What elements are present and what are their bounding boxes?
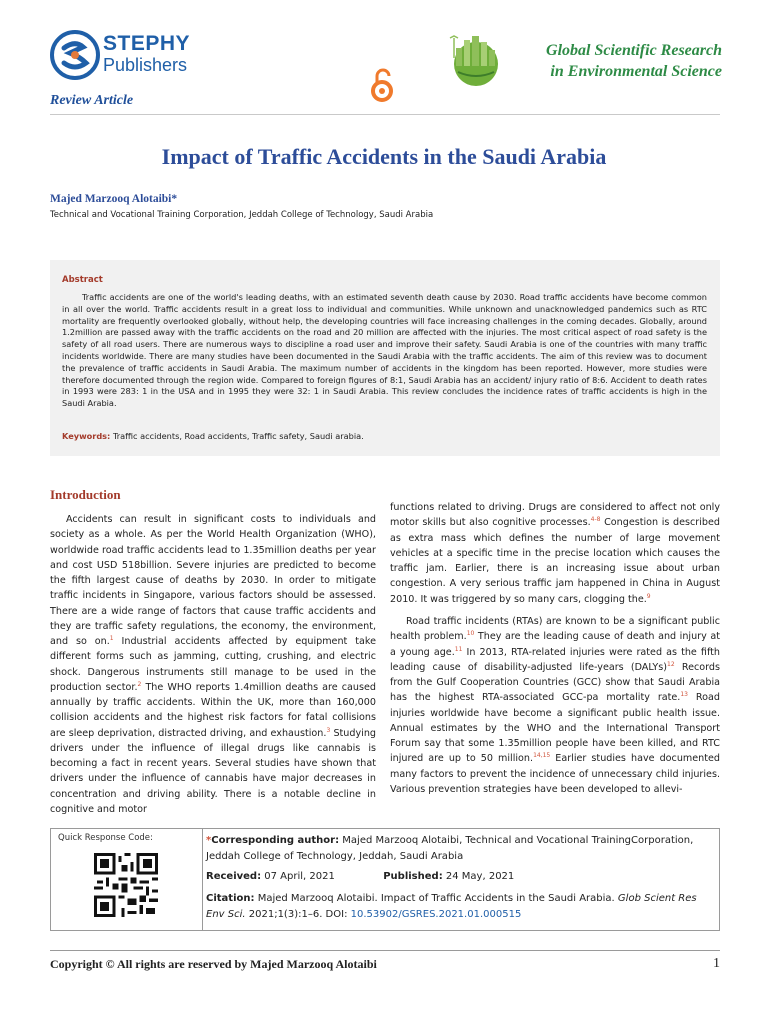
journal-title-line2: in Environmental Science <box>550 63 722 80</box>
dates-line <box>206 869 716 885</box>
doi-link[interactable]: 10.53902/GSRES.2021.01.000515 <box>350 909 522 920</box>
citation-ref[interactable]: 2 <box>137 680 142 688</box>
intro-column-right-top <box>390 500 720 607</box>
abstract-heading: Abstract <box>62 275 103 285</box>
publisher-name: STEPHY <box>103 32 191 55</box>
open-access-icon <box>370 68 394 102</box>
paragraph-text: Records from the Gulf Cooperation Countries (GCC) show that Saudi Arabia has the highest RTA-associated GCC-pa mortality rate. <box>390 661 721 704</box>
citation-volume: 2021;1(3):1–6. DOI: <box>248 909 348 920</box>
paragraph-text: functions related to driving. Drugs are considered to affect not only motor skills but also cognitive processes. <box>390 502 720 529</box>
page-number: 1 <box>713 956 720 971</box>
published-label: Published: <box>383 871 443 882</box>
paragraph-text: Accidents can result in significant costs to individuals and society as a whole. As per the World Health Organization (WHO), worldwide road traffic accidents lead to 1.35million deaths per year and cost USD 518billion. Severe injuries are predicted to become the fifth largest cause of deaths by 2030. In order to mitigate traffic incidents in Singapore, various factors should be assessed. There are a wide range of factors that cause traffic accidents and they are traffic safety regulations, the economy, the environment, and so on. <box>50 514 376 647</box>
author-affiliation: Technical and Vocational Training Corporation, Jeddah College of Technology, Saudi Arabia <box>50 210 434 220</box>
citation-ref[interactable]: 14,15 <box>533 752 551 760</box>
header-divider <box>50 114 720 115</box>
article-type: Review Article <box>50 93 134 108</box>
citation-ref[interactable]: 11 <box>454 645 463 653</box>
journal-globe-icon <box>444 28 508 88</box>
published-date: 24 May, 2021 <box>445 871 515 882</box>
corresponding-text: Majed Marzooq Alotaibi, Technical and Vocational TrainingCorporation, Jeddah College of Technology, Jeddah, Saudi Arabia <box>206 835 694 862</box>
citation-ref[interactable]: 3 <box>326 726 331 734</box>
citation-ref[interactable]: 1 <box>109 634 114 642</box>
keywords-text: Traffic accidents, Road accidents, Traffic safety, Saudi arabia. <box>112 431 364 441</box>
journal-title-line1: Global Scientific Research <box>546 42 722 59</box>
citation-ref[interactable]: 13 <box>680 691 688 699</box>
introduction-heading: Introduction <box>50 487 121 502</box>
paragraph-text: Congestion is described as extra mass which defines the number of large movement vehicles at a specific time in the precise location which causes the traffic jam. Earlier, there is an increasing issue about urban congestion. A very serious traffic jam happened in China in August 2010. It was triggered by so many cars, clogging the. <box>390 517 720 605</box>
publisher-subname: Publishers <box>103 55 188 75</box>
corresponding-label: Corresponding author: <box>211 835 340 846</box>
paragraph-text: Earlier studies have documented many factors to prevent the incidence of unnecessary child injuries. Various prevention strategies have been developed to allevi- <box>390 753 720 795</box>
citation-label: Citation: <box>206 893 255 904</box>
received-date: 07 April, 2021 <box>264 871 335 882</box>
paragraph-text: They are the leading cause of death and injury at a young age. <box>390 631 721 658</box>
citation-ref[interactable]: 10 <box>466 630 475 638</box>
citation-ref[interactable]: 12 <box>667 660 675 668</box>
paragraph-text: Studying drivers under the influence of illegal drugs like cannabis is becoming a fact in recent years. Several studies have shown that drivers under the influence of cannabis have major decreases in concentration and driving ability. There is a notable decline in cognitive and motor <box>50 727 376 815</box>
citation <box>206 891 716 923</box>
qr-label: Quick Response Code: <box>58 833 153 843</box>
paragraph-text: Road injuries worldwide have become a significant public health issue. Annual estimates by the WHO and the International Transport Forum say that some 1.35million people have been killed, and RTC injured are up to 50 million. <box>390 692 720 765</box>
intro-column-left <box>50 512 376 817</box>
abstract-text: Traffic accidents are one of the world's leading deaths, with an estimated seventh death cause by 2030. Road traffic accidents have become common in all over the world. Traffic accidents result in a great loss to individual and communities. While unknown and unacknowledged pandemics such as RTC mortality are frequently overlooked globally, without help, the developing countries will face increasing challenges in the coming decades. Globally, around 1.2million are passed away with the traffic accidents on the road and 20 million are affected with the injuries. The most critical aspect of road safety is the safety of all road users. There are numerous ways to discipline a road user and improve their safety. Saudi Arabia is one of the countries with many traffic incidents worldwide. There are many studies have been documented in the Saudi Arabia with the traffic accidents. The aim of this review was to document the prevalence of traffic accidents in Saudi Arabia. The maximum number of accidents in the kingdom has been reported. However, more studies were therefore documented through the region wide. Compared to foreign figures of 8:1, Saudi Arabia has an accident/ injury ratio of 8:6. Accident to death rates in 1993 were 283: 1 in the USA and in 1995 they were 32: 1 in Saudi Arabia. This review concludes the incidence rates of traffic accidents is high in the Saudi Arabia. <box>62 292 707 409</box>
citation-ref[interactable]: 9 <box>646 592 651 600</box>
paragraph-text: In 2013, RTA-related injuries were rated as the fifth leading cause of disability-adjusted life-years (DALYs) <box>390 646 720 673</box>
received-label: Received: <box>206 871 262 882</box>
citation-journal: Glob Scient Res Env Sci. <box>206 893 697 920</box>
keywords-line <box>62 431 364 441</box>
footer-divider <box>50 950 720 951</box>
corresponding-author: *Corresponding author: Majed Marzooq Alotaibi, Technical and Vocational TrainingCorporation, Jeddah College of Technology, Jeddah, Saudi Arabia <box>206 835 694 862</box>
intro-column-right-paragraph <box>390 614 720 797</box>
citation-text: Majed Marzooq Alotaibi. Impact of Traffic Accidents in the Saudi Arabia. <box>257 893 615 904</box>
author-name: Majed Marzooq Alotaibi* <box>50 193 178 205</box>
qr-code-icon[interactable] <box>94 853 158 917</box>
keywords-label: Keywords: <box>62 431 111 441</box>
paragraph-text: Road traffic incidents (RTAs) are known to be a significant public health problem. <box>390 616 720 643</box>
info-box-divider <box>202 828 203 931</box>
paragraph-text: Industrial accidents affected by equipment take different forms such as jamming, cutting, crushing, and electric shock. Dangerous instruments still manage to be used in the production sector. <box>50 636 376 693</box>
copyright-notice: Copyright © All rights are reserved by Majed Marzooq Alotaibi <box>50 957 377 971</box>
citation-ref[interactable]: 4-8 <box>590 516 601 524</box>
paragraph-text: The WHO reports 1.4million deaths are caused annually by traffic accidents. Within the UK, more than 160,000 collision accidents and the highest risk factors for fatal collisions are sleep deprivation, distracted driving, and exhaustion. <box>50 681 376 739</box>
article-title: Impact of Traffic Accidents in the Saudi Arabia <box>161 144 607 169</box>
stephy-logo-icon <box>50 30 100 80</box>
